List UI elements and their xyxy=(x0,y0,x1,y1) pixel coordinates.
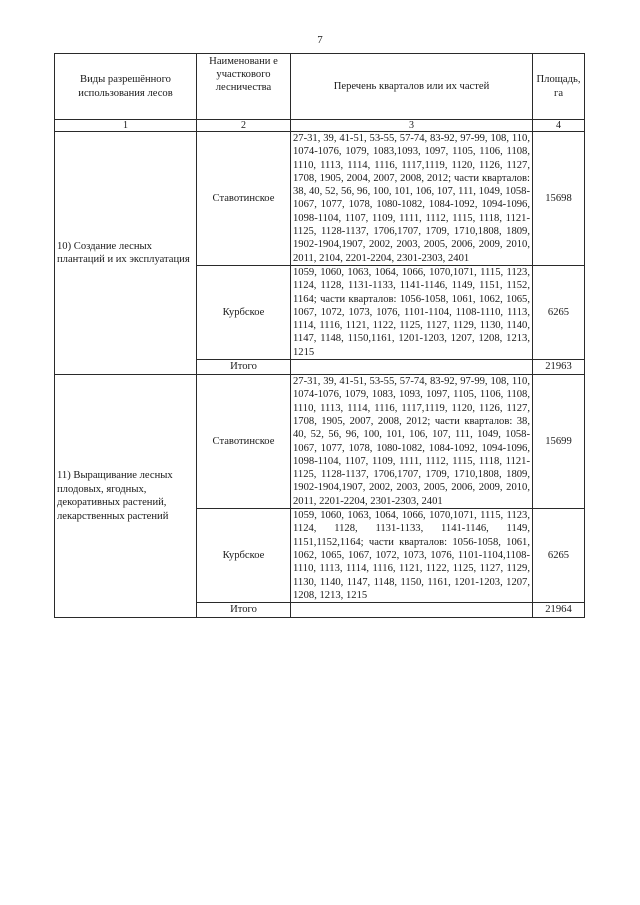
column-number: 2 xyxy=(197,120,291,132)
column-number-row xyxy=(55,120,585,132)
forestry-cell: Ставотинское xyxy=(197,375,291,509)
table-row xyxy=(55,375,585,509)
quarters-cell: 1059, 1060, 1063, 1064, 1066, 1070,1071, 1115, 1123, 1124, 1128, 1131-1133, 1141-1146, 1149, 1151, 1152, 1164; части кварталов: 1056-1058, 1061, 1062, 1065, 1067, 1072, 1073, 1076, 1101-1104, 1108-1110, 1113, 1114, 1116, 1121, 1122, 1125, 1127, 1129, 1130, 1140, 1147, 1148, 1150,1161, 1201-1203, 1207, 1208, 1213, 1215 xyxy=(291,265,533,359)
page-number: 7 xyxy=(317,34,323,46)
forestry-cell: Ставотинское xyxy=(197,132,291,266)
forest-use-table xyxy=(54,53,585,618)
header-forestry: Наименовани е участкового лесничества xyxy=(197,54,291,120)
forestry-cell: Курбское xyxy=(197,265,291,359)
area-cell: 15699 xyxy=(533,375,585,509)
column-number: 4 xyxy=(533,120,585,132)
forestry-cell: Курбское xyxy=(197,509,291,603)
quarters-cell: 27-31, 39, 41-51, 53-55, 57-74, 83-92, 97-99, 108, 110, 1074-1076, 1079, 1083, 1093, 1097, 1105, 1106, 1108, 1110, 1113, 1114, 1116, 1117,1119, 1120, 1126, 1127, 1708, 1905, 2007, 2008, 2012; части кварталов: 38, 40, 52, 56, 96, 100, 101, 106, 107, 111, 1049, 1058-1067, 1077, 1078, 1080-1082, 1084-1092, 1094-1096, 1098-1104, 1107, 1109, 1111, 1112, 1115, 1118, 1121-1125, 1128-1137, 1706,1707, 1709, 1710,1808, 1809, 1902-1904,1907, 2002, 2003, 2005, 2006, 2009, 2010, 2011, 2201-2204, 2301-2303, 2401 xyxy=(291,375,533,509)
total-value: 21964 xyxy=(533,603,585,618)
header-use-type: Виды разрешённого использования лесов xyxy=(55,54,197,120)
area-cell: 6265 xyxy=(533,509,585,603)
quarters-cell: 1059, 1060, 1063, 1064, 1066, 1070,1071, 1115, 1123, 1124, 1128, 1131-1133, 1141-1146, 1149, 1151,1152,1164; части кварталов: 1056-1058, 1061, 1062, 1065, 1067, 1072, 1073, 1076, 1101-1104,1108-1110, 1113, 1114, 1116, 1121, 1122, 1125, 1127, 1129, 1130, 1140, 1147, 1148, 1150, 1161, 1201-1203, 1207, 1208, 1213, 1215 xyxy=(291,509,533,603)
total-label: Итого xyxy=(197,360,291,375)
total-label: Итого xyxy=(197,603,291,618)
area-cell: 6265 xyxy=(533,265,585,359)
area-cell: 15698 xyxy=(533,132,585,266)
column-number: 3 xyxy=(291,120,533,132)
table-row xyxy=(55,132,585,266)
total-empty-cell xyxy=(291,360,533,375)
header-area: Площадь, га xyxy=(533,54,585,120)
use-type-cell: 11) Выращивание лесных плодовых, ягодных, декоративных растений, лекарственных растений xyxy=(55,375,197,618)
use-type-cell: 10) Создание лесных плантаций и их эксплуатация xyxy=(55,132,197,375)
total-empty-cell xyxy=(291,603,533,618)
column-number: 1 xyxy=(55,120,197,132)
quarters-cell: 27-31, 39, 41-51, 53-55, 57-74, 83-92, 97-99, 108, 110, 1074-1076, 1079, 1083,1093, 1097, 1105, 1106, 1108, 1110, 1113, 1114, 1116, 1117,1119, 1120, 1126, 1127, 1708, 1905, 2004, 2007, 2008, 2012; части кварталов: 38, 40, 52, 56, 96, 100, 101, 106, 107, 111, 1049, 1058-1067, 1077, 1078, 1080-1082, 1084-1092, 1094-1096, 1098-1104, 1107, 1109, 1111, 1112, 1115, 1118, 1121-1125, 1128-1137, 1706,1707, 1709, 1710,1808, 1809, 1902-1904,1907, 2002, 2003, 2005, 2006, 2009, 2010, 2011, 2104, 2201-2204, 2301-2303, 2401 xyxy=(291,132,533,266)
header-row xyxy=(55,54,585,120)
total-value: 21963 xyxy=(533,360,585,375)
header-quarters: Перечень кварталов или их частей xyxy=(291,54,533,120)
